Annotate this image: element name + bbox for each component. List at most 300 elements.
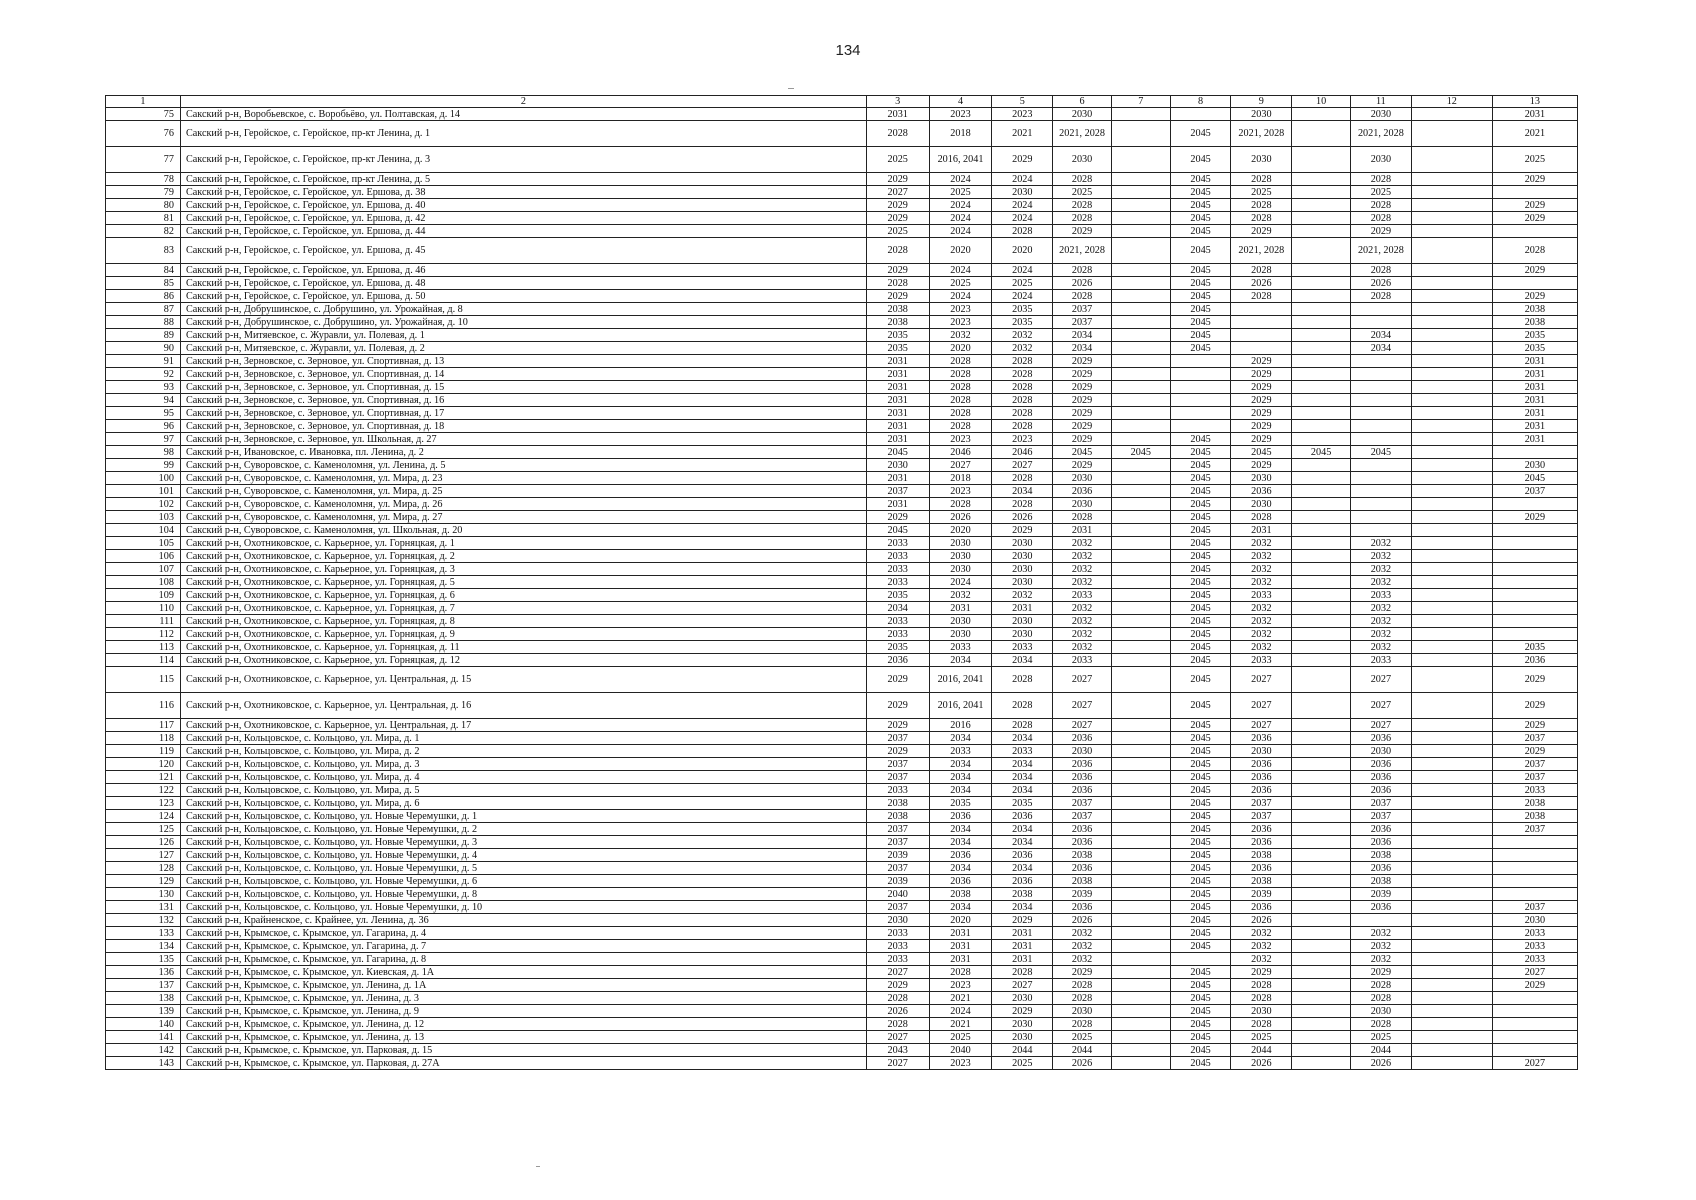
table-row xyxy=(106,407,1578,420)
year-cell-col-10 xyxy=(1292,901,1351,914)
row-number-cell: 130 xyxy=(106,888,181,901)
year-cell-col-6: 2032 xyxy=(1053,940,1112,953)
year-cell-col-8: 2045 xyxy=(1170,810,1231,823)
address-cell: Сакский р-н, Кольцовское, с. Кольцово, ул. Новые Черемушки, д. 4 xyxy=(180,849,866,862)
year-cell-col-11 xyxy=(1350,316,1411,329)
year-cell-col-7 xyxy=(1111,914,1170,927)
year-cell-col-8: 2045 xyxy=(1170,173,1231,186)
year-cell-col-5: 2025 xyxy=(992,1057,1053,1070)
year-cell-col-3: 2038 xyxy=(866,303,929,316)
year-cell-col-13: 2036 xyxy=(1492,654,1577,667)
year-cell-col-7 xyxy=(1111,459,1170,472)
year-cell-col-10 xyxy=(1292,173,1351,186)
row-number-cell: 78 xyxy=(106,173,181,186)
table-row xyxy=(106,797,1578,810)
row-number-cell: 143 xyxy=(106,1057,181,1070)
row-number-cell: 108 xyxy=(106,576,181,589)
address-cell: Сакский р-н, Зерновское, с. Зерновое, ул. Спортивная, д. 13 xyxy=(180,355,866,368)
year-cell-col-6: 2036 xyxy=(1053,862,1112,875)
year-cell-col-8: 2045 xyxy=(1170,459,1231,472)
year-cell-col-9: 2030 xyxy=(1231,147,1292,173)
year-cell-col-3: 2029 xyxy=(866,264,929,277)
year-cell-col-13: 2035 xyxy=(1492,342,1577,355)
table-row xyxy=(106,810,1578,823)
row-number-cell: 133 xyxy=(106,927,181,940)
year-cell-col-7 xyxy=(1111,303,1170,316)
year-cell-col-12 xyxy=(1411,940,1492,953)
year-cell-col-7 xyxy=(1111,173,1170,186)
year-cell-col-12 xyxy=(1411,381,1492,394)
year-cell-col-11: 2038 xyxy=(1350,875,1411,888)
year-cell-col-8: 2045 xyxy=(1170,563,1231,576)
year-cell-col-10 xyxy=(1292,745,1351,758)
year-cell-col-11: 2045 xyxy=(1350,446,1411,459)
year-cell-col-12 xyxy=(1411,524,1492,537)
year-cell-col-7 xyxy=(1111,654,1170,667)
table-row xyxy=(106,355,1578,368)
year-cell-col-6: 2036 xyxy=(1053,732,1112,745)
address-cell: Сакский р-н, Геройское, с. Геройское, ул. Ершова, д. 48 xyxy=(180,277,866,290)
year-cell-col-10 xyxy=(1292,1044,1351,1057)
year-cell-col-11: 2032 xyxy=(1350,927,1411,940)
year-cell-col-6: 2028 xyxy=(1053,1018,1112,1031)
year-cell-col-13 xyxy=(1492,992,1577,1005)
table-row xyxy=(106,641,1578,654)
table-row xyxy=(106,394,1578,407)
year-cell-col-11: 2036 xyxy=(1350,823,1411,836)
year-cell-col-6: 2036 xyxy=(1053,771,1112,784)
year-cell-col-13: 2031 xyxy=(1492,433,1577,446)
year-cell-col-3: 2025 xyxy=(866,147,929,173)
year-cell-col-7 xyxy=(1111,1044,1170,1057)
row-number-cell: 89 xyxy=(106,329,181,342)
address-cell: Сакский р-н, Крымское, с. Крымское, ул. Ленина, д. 3 xyxy=(180,992,866,1005)
row-number-cell: 86 xyxy=(106,290,181,303)
row-number-cell: 102 xyxy=(106,498,181,511)
address-cell: Сакский р-н, Крымское, с. Крымское, ул. Ленина, д. 13 xyxy=(180,1031,866,1044)
year-cell-col-4: 2016 xyxy=(929,719,992,732)
year-cell-col-3: 2043 xyxy=(866,1044,929,1057)
year-cell-col-4: 2038 xyxy=(929,888,992,901)
table-row xyxy=(106,277,1578,290)
row-number-cell: 98 xyxy=(106,446,181,459)
address-cell: Сакский р-н, Кольцовское, с. Кольцово, ул. Новые Черемушки, д. 3 xyxy=(180,836,866,849)
year-cell-col-11: 2026 xyxy=(1350,1057,1411,1070)
year-cell-col-9: 2027 xyxy=(1231,719,1292,732)
row-number-cell: 114 xyxy=(106,654,181,667)
year-cell-col-6: 2030 xyxy=(1053,147,1112,173)
year-cell-col-6: 2021, 2028 xyxy=(1053,238,1112,264)
table-row xyxy=(106,693,1578,719)
year-cell-col-11: 2027 xyxy=(1350,693,1411,719)
year-cell-col-10 xyxy=(1292,628,1351,641)
year-cell-col-10 xyxy=(1292,264,1351,277)
year-cell-col-3: 2031 xyxy=(866,355,929,368)
year-cell-col-12 xyxy=(1411,589,1492,602)
year-cell-col-6: 2036 xyxy=(1053,758,1112,771)
year-cell-col-9: 2036 xyxy=(1231,901,1292,914)
year-cell-col-5: 2029 xyxy=(992,1005,1053,1018)
year-cell-col-12 xyxy=(1411,1031,1492,1044)
address-cell: Сакский р-н, Геройское, с. Геройское, пр-кт Ленина, д. 1 xyxy=(180,121,866,147)
year-cell-col-13 xyxy=(1492,875,1577,888)
year-cell-col-3: 2027 xyxy=(866,966,929,979)
year-cell-col-6: 2029 xyxy=(1053,381,1112,394)
year-cell-col-6: 2031 xyxy=(1053,524,1112,537)
row-number-cell: 106 xyxy=(106,550,181,563)
year-cell-col-13 xyxy=(1492,550,1577,563)
table-row xyxy=(106,784,1578,797)
year-cell-col-13 xyxy=(1492,1044,1577,1057)
year-cell-col-11: 2027 xyxy=(1350,667,1411,693)
year-cell-col-11: 2032 xyxy=(1350,537,1411,550)
table-row xyxy=(106,758,1578,771)
year-cell-col-4: 2032 xyxy=(929,589,992,602)
year-cell-col-7 xyxy=(1111,771,1170,784)
year-cell-col-9: 2032 xyxy=(1231,940,1292,953)
row-number-cell: 113 xyxy=(106,641,181,654)
year-cell-col-4: 2020 xyxy=(929,524,992,537)
year-cell-col-12 xyxy=(1411,199,1492,212)
year-cell-col-7 xyxy=(1111,732,1170,745)
row-number-cell: 129 xyxy=(106,875,181,888)
year-cell-col-10 xyxy=(1292,641,1351,654)
year-cell-col-13: 2028 xyxy=(1492,238,1577,264)
table-row xyxy=(106,719,1578,732)
address-cell: Сакский р-н, Крымское, с. Крымское, ул. Гагарина, д. 7 xyxy=(180,940,866,953)
year-cell-col-6: 2029 xyxy=(1053,407,1112,420)
year-cell-col-11 xyxy=(1350,485,1411,498)
year-cell-col-10 xyxy=(1292,368,1351,381)
row-number-cell: 82 xyxy=(106,225,181,238)
year-cell-col-8: 2045 xyxy=(1170,901,1231,914)
address-cell: Сакский р-н, Охотниковское, с. Карьерное, ул. Горняцкая, д. 2 xyxy=(180,550,866,563)
year-cell-col-12 xyxy=(1411,901,1492,914)
year-cell-col-12 xyxy=(1411,1057,1492,1070)
table-row xyxy=(106,381,1578,394)
year-cell-col-9: 2036 xyxy=(1231,784,1292,797)
year-cell-col-5: 2029 xyxy=(992,524,1053,537)
year-cell-col-5: 2034 xyxy=(992,771,1053,784)
year-cell-col-12 xyxy=(1411,537,1492,550)
year-cell-col-5: 2034 xyxy=(992,862,1053,875)
year-cell-col-12 xyxy=(1411,836,1492,849)
address-cell: Сакский р-н, Суворовское, с. Каменоломня, ул. Мира, д. 23 xyxy=(180,472,866,485)
year-cell-col-7 xyxy=(1111,966,1170,979)
year-cell-col-4: 2020 xyxy=(929,914,992,927)
year-cell-col-4: 2036 xyxy=(929,875,992,888)
year-cell-col-12 xyxy=(1411,693,1492,719)
year-cell-col-13: 2038 xyxy=(1492,810,1577,823)
year-cell-col-5: 2028 xyxy=(992,472,1053,485)
year-cell-col-9: 2038 xyxy=(1231,875,1292,888)
year-cell-col-5: 2028 xyxy=(992,420,1053,433)
year-cell-col-12 xyxy=(1411,511,1492,524)
year-cell-col-7 xyxy=(1111,836,1170,849)
year-cell-col-11 xyxy=(1350,459,1411,472)
year-cell-col-4: 2016, 2041 xyxy=(929,667,992,693)
year-cell-col-5: 2033 xyxy=(992,745,1053,758)
year-cell-col-4: 2030 xyxy=(929,628,992,641)
year-cell-col-12 xyxy=(1411,732,1492,745)
year-cell-col-11: 2028 xyxy=(1350,199,1411,212)
year-cell-col-13: 2025 xyxy=(1492,147,1577,173)
year-cell-col-10 xyxy=(1292,342,1351,355)
year-cell-col-3: 2037 xyxy=(866,862,929,875)
year-cell-col-6: 2029 xyxy=(1053,225,1112,238)
address-cell: Сакский р-н, Кольцовское, с. Кольцово, ул. Новые Черемушки, д. 6 xyxy=(180,875,866,888)
year-cell-col-5: 2028 xyxy=(992,368,1053,381)
table-row xyxy=(106,329,1578,342)
address-cell: Сакский р-н, Охотниковское, с. Карьерное, ул. Горняцкая, д. 3 xyxy=(180,563,866,576)
year-cell-col-7 xyxy=(1111,953,1170,966)
year-cell-col-8: 2045 xyxy=(1170,602,1231,615)
year-cell-col-8: 2045 xyxy=(1170,797,1231,810)
year-cell-col-9: 2036 xyxy=(1231,771,1292,784)
year-cell-col-6: 2029 xyxy=(1053,433,1112,446)
table-row xyxy=(106,940,1578,953)
column-header-4: 4 xyxy=(929,96,992,108)
year-cell-col-11: 2036 xyxy=(1350,732,1411,745)
year-cell-col-11: 2039 xyxy=(1350,888,1411,901)
year-cell-col-13: 2038 xyxy=(1492,316,1577,329)
year-cell-col-5: 2038 xyxy=(992,888,1053,901)
year-cell-col-4: 2023 xyxy=(929,303,992,316)
year-cell-col-13: 2031 xyxy=(1492,108,1577,121)
year-cell-col-4: 2020 xyxy=(929,342,992,355)
year-cell-col-7 xyxy=(1111,550,1170,563)
year-cell-col-10 xyxy=(1292,433,1351,446)
year-cell-col-8: 2045 xyxy=(1170,641,1231,654)
year-cell-col-12 xyxy=(1411,342,1492,355)
year-cell-col-5: 2031 xyxy=(992,953,1053,966)
year-cell-col-3: 2039 xyxy=(866,875,929,888)
year-cell-col-4: 2020 xyxy=(929,238,992,264)
year-cell-col-5: 2023 xyxy=(992,108,1053,121)
year-cell-col-4: 2024 xyxy=(929,264,992,277)
table-row xyxy=(106,511,1578,524)
year-cell-col-8: 2045 xyxy=(1170,914,1231,927)
column-header-3: 3 xyxy=(866,96,929,108)
year-cell-col-9 xyxy=(1231,303,1292,316)
year-cell-col-7 xyxy=(1111,810,1170,823)
year-cell-col-9: 2044 xyxy=(1231,1044,1292,1057)
year-cell-col-7 xyxy=(1111,602,1170,615)
year-cell-col-7 xyxy=(1111,368,1170,381)
year-cell-col-9: 2029 xyxy=(1231,459,1292,472)
address-cell: Сакский р-н, Геройское, с. Геройское, ул. Ершова, д. 46 xyxy=(180,264,866,277)
year-cell-col-9: 2032 xyxy=(1231,641,1292,654)
year-cell-col-9: 2028 xyxy=(1231,199,1292,212)
year-cell-col-3: 2029 xyxy=(866,511,929,524)
table-row xyxy=(106,849,1578,862)
year-cell-col-11 xyxy=(1350,407,1411,420)
row-number-cell: 97 xyxy=(106,433,181,446)
year-cell-col-7 xyxy=(1111,901,1170,914)
address-cell: Сакский р-н, Митяевское, с. Журавли, ул. Полевая, д. 1 xyxy=(180,329,866,342)
table-row xyxy=(106,446,1578,459)
address-cell: Сакский р-н, Геройское, с. Геройское, ул. Ершова, д. 44 xyxy=(180,225,866,238)
year-cell-col-5: 2034 xyxy=(992,732,1053,745)
housing-repair-schedule-table xyxy=(105,95,1578,1070)
year-cell-col-13: 2035 xyxy=(1492,641,1577,654)
year-cell-col-9: 2030 xyxy=(1231,472,1292,485)
year-cell-col-7 xyxy=(1111,693,1170,719)
year-cell-col-7 xyxy=(1111,628,1170,641)
year-cell-col-7 xyxy=(1111,667,1170,693)
year-cell-col-4: 2034 xyxy=(929,784,992,797)
address-cell: Сакский р-н, Геройское, с. Геройское, ул. Ершова, д. 45 xyxy=(180,238,866,264)
year-cell-col-11: 2028 xyxy=(1350,173,1411,186)
address-cell: Сакский р-н, Суворовское, с. Каменоломня, ул. Школьная, д. 20 xyxy=(180,524,866,537)
year-cell-col-3: 2029 xyxy=(866,212,929,225)
year-cell-col-9: 2028 xyxy=(1231,290,1292,303)
year-cell-col-13: 2038 xyxy=(1492,303,1577,316)
year-cell-col-4: 2028 xyxy=(929,355,992,368)
year-cell-col-8: 2045 xyxy=(1170,862,1231,875)
year-cell-col-7 xyxy=(1111,589,1170,602)
table-row xyxy=(106,212,1578,225)
year-cell-col-3: 2037 xyxy=(866,836,929,849)
year-cell-col-4: 2034 xyxy=(929,771,992,784)
year-cell-col-6: 2030 xyxy=(1053,1005,1112,1018)
address-cell: Сакский р-н, Крымское, с. Крымское, ул. Гагарина, д. 8 xyxy=(180,953,866,966)
year-cell-col-7 xyxy=(1111,563,1170,576)
year-cell-col-8: 2045 xyxy=(1170,498,1231,511)
year-cell-col-13: 2029 xyxy=(1492,199,1577,212)
year-cell-col-5: 2036 xyxy=(992,849,1053,862)
year-cell-col-5: 2021 xyxy=(992,121,1053,147)
address-cell: Сакский р-н, Крымское, с. Крымское, ул. Ленина, д. 9 xyxy=(180,1005,866,1018)
year-cell-col-5: 2030 xyxy=(992,1018,1053,1031)
year-cell-col-4: 2036 xyxy=(929,849,992,862)
year-cell-col-12 xyxy=(1411,654,1492,667)
year-cell-col-5: 2044 xyxy=(992,1044,1053,1057)
year-cell-col-12 xyxy=(1411,277,1492,290)
address-cell: Сакский р-н, Зерновское, с. Зерновое, ул. Спортивная, д. 14 xyxy=(180,368,866,381)
year-cell-col-8 xyxy=(1170,368,1231,381)
year-cell-col-8: 2045 xyxy=(1170,979,1231,992)
year-cell-col-11: 2030 xyxy=(1350,147,1411,173)
table-row xyxy=(106,823,1578,836)
year-cell-col-12 xyxy=(1411,303,1492,316)
address-cell: Сакский р-н, Крайненское, с. Крайнее, ул. Ленина, д. 36 xyxy=(180,914,866,927)
year-cell-col-9: 2032 xyxy=(1231,576,1292,589)
year-cell-col-9: 2027 xyxy=(1231,667,1292,693)
year-cell-col-4: 2023 xyxy=(929,979,992,992)
year-cell-col-8: 2045 xyxy=(1170,199,1231,212)
column-header-6: 6 xyxy=(1053,96,1112,108)
row-number-cell: 123 xyxy=(106,797,181,810)
year-cell-col-3: 2033 xyxy=(866,576,929,589)
year-cell-col-10 xyxy=(1292,615,1351,628)
year-cell-col-7 xyxy=(1111,225,1170,238)
year-cell-col-10 xyxy=(1292,849,1351,862)
year-cell-col-10 xyxy=(1292,121,1351,147)
year-cell-col-13: 2037 xyxy=(1492,771,1577,784)
year-cell-col-13: 2029 xyxy=(1492,264,1577,277)
year-cell-col-3: 2031 xyxy=(866,381,929,394)
year-cell-col-3: 2029 xyxy=(866,719,929,732)
year-cell-col-7 xyxy=(1111,394,1170,407)
address-cell: Сакский р-н, Охотниковское, с. Карьерное, ул. Горняцкая, д. 6 xyxy=(180,589,866,602)
year-cell-col-13 xyxy=(1492,537,1577,550)
year-cell-col-8: 2045 xyxy=(1170,940,1231,953)
year-cell-col-9: 2028 xyxy=(1231,264,1292,277)
year-cell-col-3: 2028 xyxy=(866,121,929,147)
year-cell-col-5: 2025 xyxy=(992,277,1053,290)
address-cell: Сакский р-н, Крымское, с. Крымское, ул. Парковая, д. 27А xyxy=(180,1057,866,1070)
year-cell-col-10 xyxy=(1292,225,1351,238)
year-cell-col-4: 2030 xyxy=(929,550,992,563)
year-cell-col-6: 2026 xyxy=(1053,1057,1112,1070)
column-header-13: 13 xyxy=(1492,96,1577,108)
year-cell-col-4: 2024 xyxy=(929,576,992,589)
row-number-cell: 136 xyxy=(106,966,181,979)
year-cell-col-3: 2028 xyxy=(866,992,929,1005)
table-row xyxy=(106,576,1578,589)
year-cell-col-10 xyxy=(1292,550,1351,563)
year-cell-col-3: 2030 xyxy=(866,914,929,927)
year-cell-col-12 xyxy=(1411,628,1492,641)
year-cell-col-8: 2045 xyxy=(1170,433,1231,446)
year-cell-col-13: 2031 xyxy=(1492,394,1577,407)
row-number-cell: 75 xyxy=(106,108,181,121)
year-cell-col-13: 2029 xyxy=(1492,667,1577,693)
address-cell: Сакский р-н, Кольцовское, с. Кольцово, ул. Мира, д. 2 xyxy=(180,745,866,758)
year-cell-col-10 xyxy=(1292,784,1351,797)
year-cell-col-7 xyxy=(1111,784,1170,797)
year-cell-col-6: 2029 xyxy=(1053,420,1112,433)
year-cell-col-13: 2031 xyxy=(1492,355,1577,368)
year-cell-col-3: 2033 xyxy=(866,953,929,966)
year-cell-col-9: 2029 xyxy=(1231,381,1292,394)
year-cell-col-11: 2025 xyxy=(1350,186,1411,199)
year-cell-col-4: 2034 xyxy=(929,654,992,667)
year-cell-col-12 xyxy=(1411,576,1492,589)
year-cell-col-8: 2045 xyxy=(1170,732,1231,745)
year-cell-col-8: 2045 xyxy=(1170,303,1231,316)
year-cell-col-12 xyxy=(1411,953,1492,966)
year-cell-col-3: 2026 xyxy=(866,1005,929,1018)
year-cell-col-3: 2029 xyxy=(866,667,929,693)
year-cell-col-13 xyxy=(1492,225,1577,238)
year-cell-col-12 xyxy=(1411,641,1492,654)
year-cell-col-5: 2028 xyxy=(992,498,1053,511)
row-number-cell: 127 xyxy=(106,849,181,862)
year-cell-col-4: 2035 xyxy=(929,797,992,810)
row-number-cell: 96 xyxy=(106,420,181,433)
address-cell: Сакский р-н, Кольцовское, с. Кольцово, ул. Новые Черемушки, д. 8 xyxy=(180,888,866,901)
year-cell-col-13: 2035 xyxy=(1492,329,1577,342)
year-cell-col-3: 2029 xyxy=(866,290,929,303)
row-number-cell: 76 xyxy=(106,121,181,147)
year-cell-col-3: 2031 xyxy=(866,420,929,433)
year-cell-col-9: 2025 xyxy=(1231,186,1292,199)
year-cell-col-12 xyxy=(1411,745,1492,758)
year-cell-col-5: 2024 xyxy=(992,264,1053,277)
address-cell: Сакский р-н, Охотниковское, с. Карьерное, ул. Горняцкая, д. 5 xyxy=(180,576,866,589)
address-cell: Сакский р-н, Кольцовское, с. Кольцово, ул. Мира, д. 6 xyxy=(180,797,866,810)
year-cell-col-7 xyxy=(1111,511,1170,524)
year-cell-col-9: 2032 xyxy=(1231,602,1292,615)
year-cell-col-5: 2034 xyxy=(992,836,1053,849)
year-cell-col-8: 2045 xyxy=(1170,537,1231,550)
year-cell-col-10 xyxy=(1292,1005,1351,1018)
year-cell-col-9: 2029 xyxy=(1231,966,1292,979)
year-cell-col-4: 2031 xyxy=(929,953,992,966)
year-cell-col-9: 2032 xyxy=(1231,953,1292,966)
